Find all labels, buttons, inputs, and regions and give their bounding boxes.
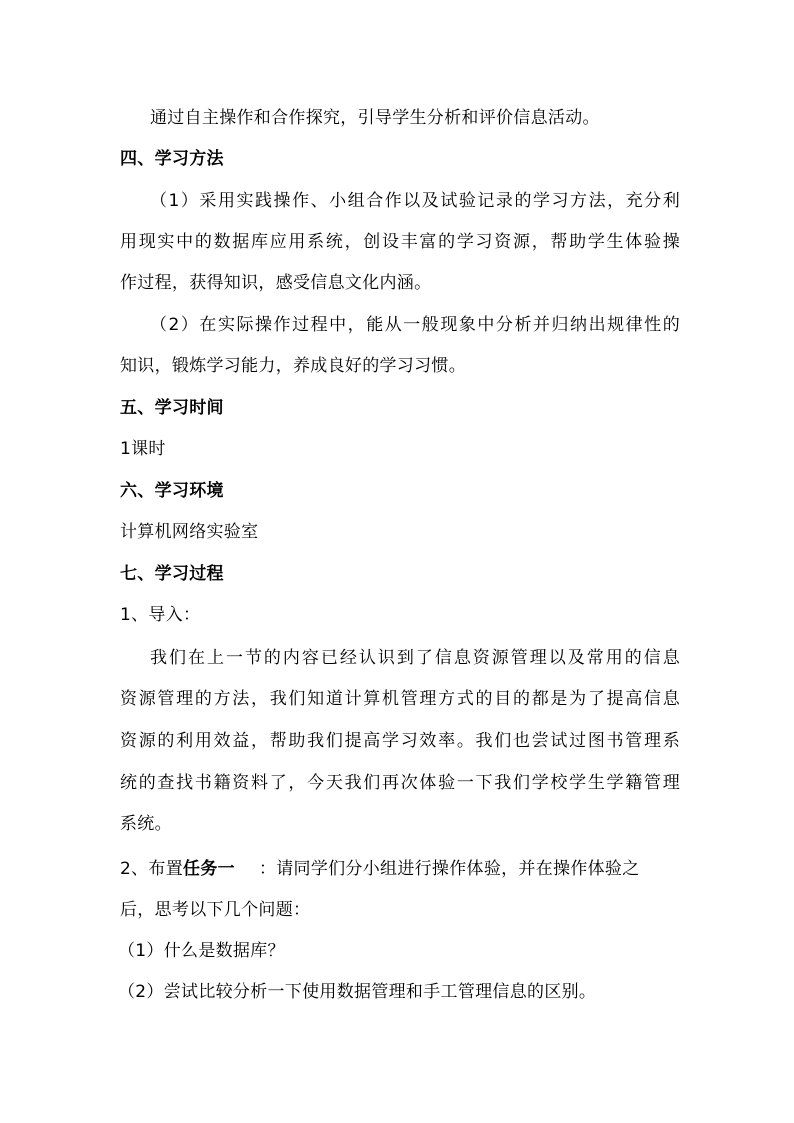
section4-item1-line3: 作过程，获得知识，感受信息文化内涵。 — [120, 273, 432, 293]
section6-heading: 六、学习环境 — [120, 481, 224, 501]
section4-item2-line1: （2）在实际操作过程中，能从一般现象中分析并归纳出规律性的 — [150, 315, 680, 335]
question-2: （2）尝试比较分析一下使用数据管理和手工管理信息的区别。 — [118, 982, 597, 1002]
step1-paragraph-line1: 我们在上一节的内容已经认识到了信息资源管理以及常用的信息 — [150, 648, 680, 668]
section4-heading: 四、学习方法 — [120, 149, 224, 169]
section4-item1-line1: （1）采用实践操作、小组合作以及试验记录的学习方法，充分利 — [150, 191, 680, 211]
step1-paragraph-line5: 系统。 — [120, 814, 172, 834]
intro-line: 通过自主操作和合作探究，引导学生分析和评价信息活动。 — [150, 108, 600, 128]
step2-line1 — [120, 857, 680, 881]
step2-line2: 后，思考以下几个问题： — [120, 900, 311, 920]
step1-label: 1、导入： — [120, 605, 201, 625]
section7-heading: 七、学习过程 — [120, 564, 224, 584]
section6-content: 计算机网络实验室 — [120, 522, 259, 542]
step1-paragraph-line3: 资源的利用效益，帮助我们提高学习效率。我们也尝试过图书管理系 — [120, 731, 680, 751]
section5-content: 1课时 — [120, 439, 166, 459]
task-one-label: 任务一 — [183, 859, 235, 879]
step1-paragraph-line2: 资源管理的方法，我们知道计算机管理方式的目的都是为了提高信息 — [120, 689, 680, 709]
section4-item2-line2: 知识，锻炼学习能力，养成良好的学习习惯。 — [120, 356, 466, 376]
step2-prefix: 2、布置 — [120, 859, 184, 879]
step2-rest: ：请同学们分小组进行操作体验，并在操作体验之 — [258, 859, 640, 879]
section5-heading: 五、学习时间 — [120, 398, 224, 418]
section4-item1-line2: 用现实中的数据库应用系统，创设丰富的学习资源，帮助学生体验操 — [120, 232, 680, 252]
step1-paragraph-line4: 统的查找书籍资料了，今天我们再次体验一下我们学校学生学籍管理 — [120, 773, 680, 793]
question-1: （1）什么是数据库？ — [118, 941, 285, 961]
